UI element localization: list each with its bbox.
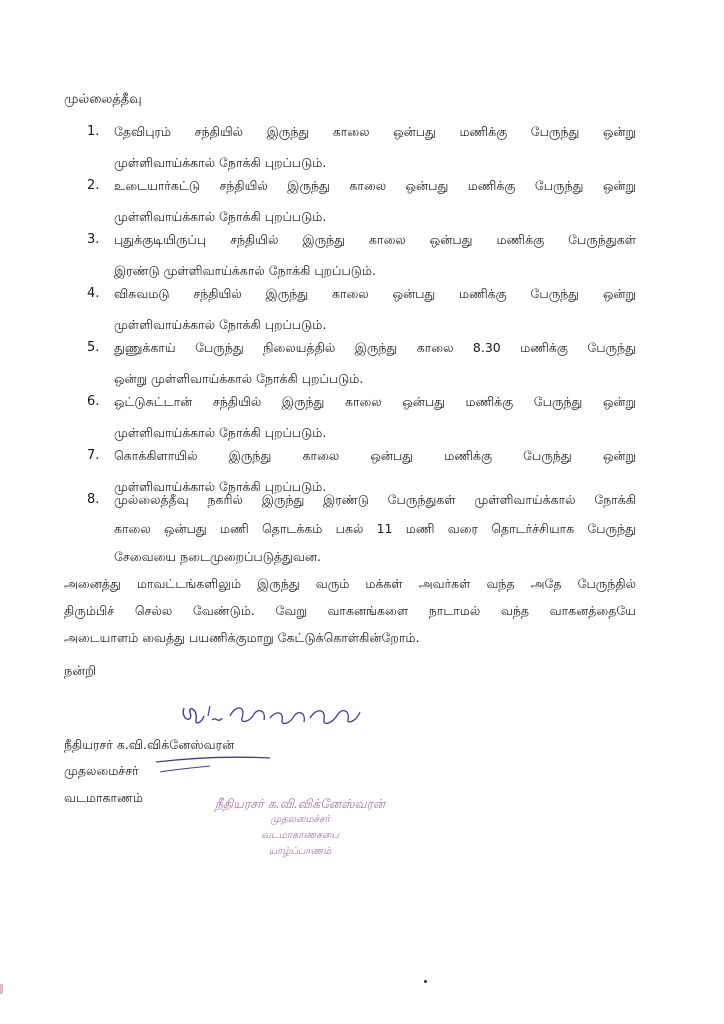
stamp-city: யாழ்ப்பாணம் xyxy=(268,846,332,857)
stamp-title: முதலமைச்சர் xyxy=(270,814,330,825)
item-number: 3. xyxy=(87,232,100,247)
district-heading: முல்லைத்தீவு xyxy=(64,92,142,107)
item-number: 5. xyxy=(87,340,100,355)
signatory-title: முதலமைச்சர் xyxy=(64,763,139,778)
stamp-name: நீதியரசர் க.வி.விக்னேஸ்வரன் xyxy=(214,796,386,811)
instruction-paragraph-line: திரும்பிச் செல்ல வேண்டும். வேறு வாகனங்களை நாடாமல் வந்த வாகனத்தையே xyxy=(64,603,636,618)
item-line: முல்லைத்தீவு நகரில் இருந்து இரண்டு பேருந்துகள் முள்ளிவாய்க்கால் நோக்கி xyxy=(114,492,636,507)
item-line: சேவையை நடைமுறைப்படுத்துவன. xyxy=(114,549,321,564)
item-number: 2. xyxy=(87,178,100,193)
signatory-region: வடமாகாணம் xyxy=(64,790,143,805)
item-number: 8. xyxy=(87,492,100,507)
item-line: விசுவமடு சந்தியில் இருந்து காலை ஒன்பது மணிக்கு பேருந்து ஒன்று xyxy=(114,286,636,301)
item-number: 4. xyxy=(87,286,100,301)
instruction-paragraph-line: அடையாளம் வைத்து பயணிக்குமாறு கேட்டுக்கொள்கின்றோம். xyxy=(64,630,420,645)
instruction-paragraph-line: அனைத்து மாவட்டங்களிலும் இருந்து வரும் மக்கள் அவர்கள் வந்த அதே பேருந்தில் xyxy=(64,576,636,591)
item-line: முள்ளிவாய்க்கால் நோக்கி புறப்படும். xyxy=(114,425,327,440)
item-line: தேவிபுரம் சந்தியில் இருந்து காலை ஒன்பது மணிக்கு பேருந்து ஒன்று xyxy=(114,124,636,139)
stamp-council: வடமாகாணசபை xyxy=(261,830,339,841)
item-line: முள்ளிவாய்க்கால் நோக்கி புறப்படும். xyxy=(114,317,327,332)
item-line: கொக்கிளாயில் இருந்து காலை ஒன்பது மணிக்கு பேருந்து ஒன்று xyxy=(114,448,636,463)
item-line: முள்ளிவாய்க்கால் நோக்கி புறப்படும். xyxy=(114,479,327,494)
item-number: 1. xyxy=(87,124,100,139)
item-line: காலை ஒன்பது மணி தொடக்கம் பகல் 11 மணி வரை தொடர்ச்சியாக பேருந்து xyxy=(114,521,636,536)
edge-mark xyxy=(0,984,3,994)
item-line: முள்ளிவாய்க்கால் நோக்கி புறப்படும். xyxy=(114,209,327,224)
item-line: துணுக்காய் பேருந்து நிலையத்தில் இருந்து காலை 8.30 மணிக்கு பேருந்து xyxy=(114,340,636,355)
item-line: ஒன்று முள்ளிவாய்க்கால் நோக்கி புறப்படும். xyxy=(114,371,364,386)
item-line: முள்ளிவாய்க்கால் நோக்கி புறப்படும். xyxy=(114,155,327,170)
item-line: இரண்டு முள்ளிவாய்க்கால் நோக்கி புறப்படும். xyxy=(114,263,376,278)
official-stamp xyxy=(190,796,410,860)
item-number: 6. xyxy=(87,394,100,409)
item-line: புதுக்குடியிருப்பு சந்தியில் இருந்து காலை ஒன்பது மணிக்கு பேருந்துகள் xyxy=(114,232,636,247)
item-line: ஒட்டுசுட்டான் சந்தியில் இருந்து காலை ஒன்பது மணிக்கு பேருந்து ஒன்று xyxy=(114,394,636,409)
item-line: உடையார்கட்டு சந்தியில் இருந்து காலை ஒன்பது மணிக்கு பேருந்து ஒன்று xyxy=(114,178,636,193)
closing-thanks: நன்றி xyxy=(64,664,97,679)
signatory-name: நீதியரசர் க.வி.விக்னேஸ்வரன் xyxy=(64,737,235,752)
item-number: 7. xyxy=(87,448,100,463)
page-dot xyxy=(424,980,427,983)
